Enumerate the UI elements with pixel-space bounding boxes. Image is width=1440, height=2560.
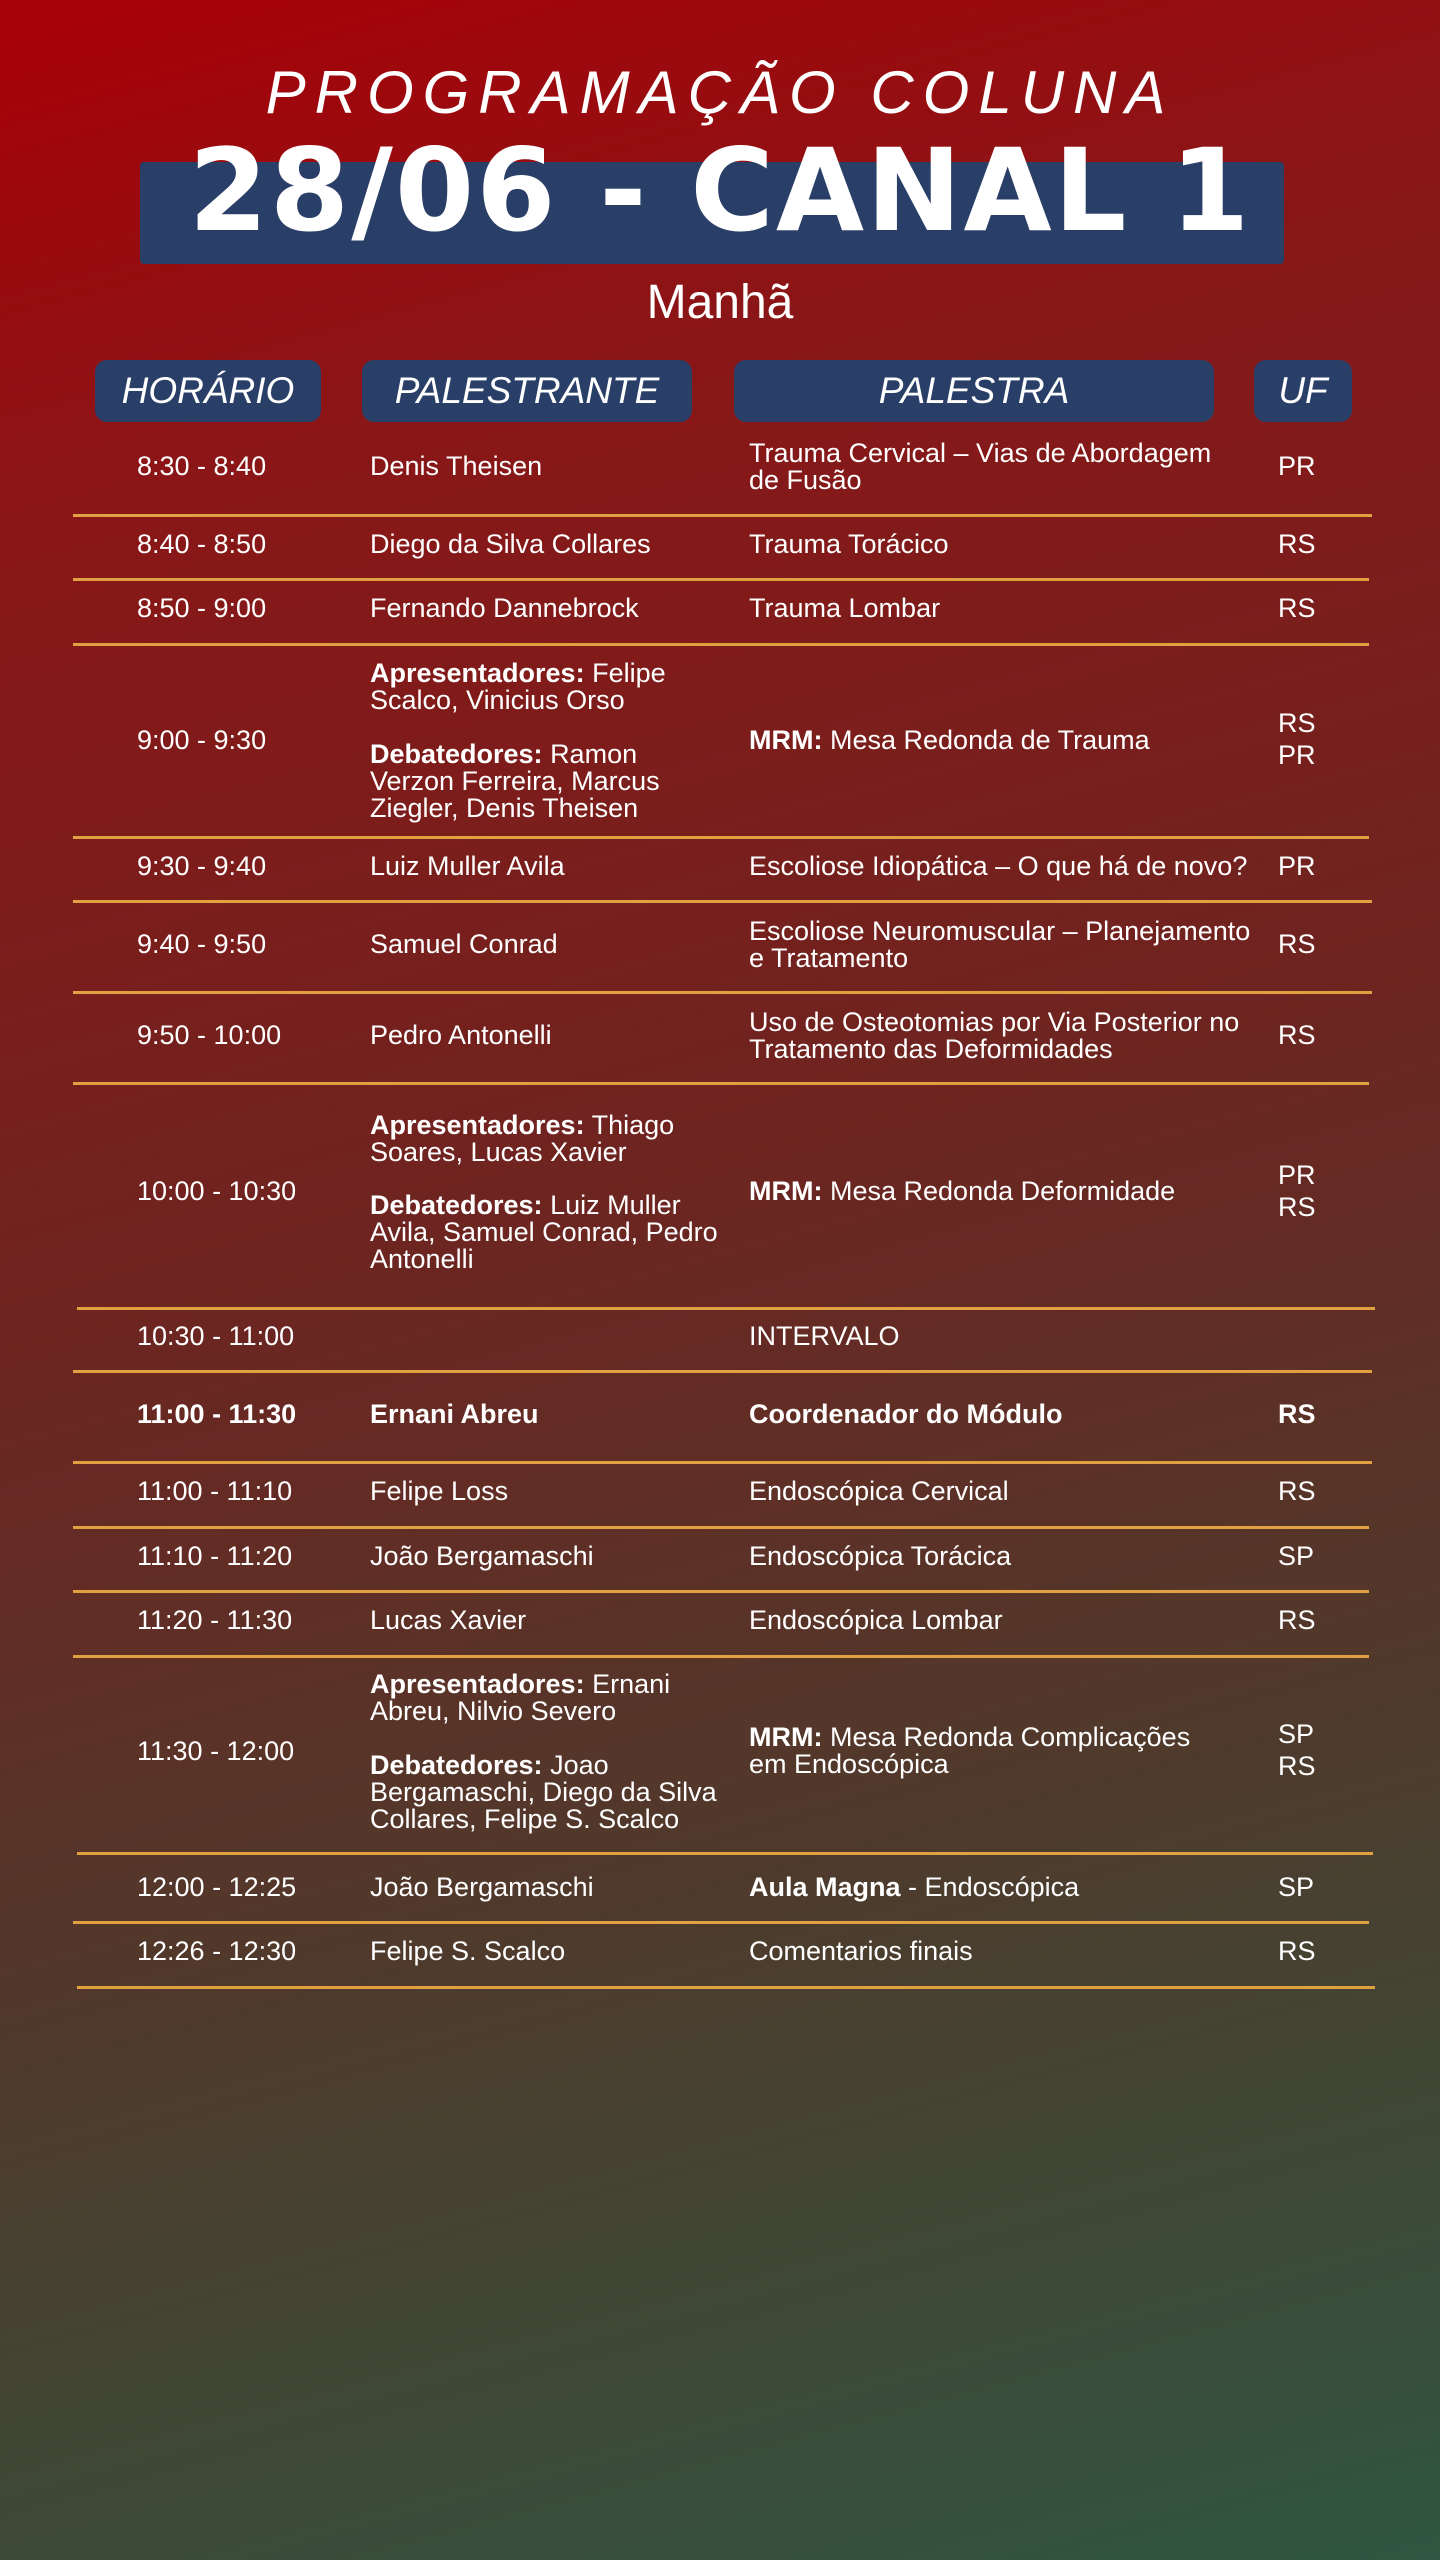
row-time: 12:26 - 12:30 xyxy=(137,1936,297,1966)
row-time: 10:30 - 11:00 xyxy=(137,1321,295,1351)
presenters-names-cont: Soares, Lucas Xavier xyxy=(370,1137,627,1167)
debaters-names-cont: Verzon Ferreira, Marcus xyxy=(370,766,660,796)
row-separator xyxy=(73,1655,1369,1658)
row-speaker: João Bergamaschi xyxy=(370,1541,594,1571)
row-talk-cont: e Tratamento xyxy=(749,943,909,973)
row-time: 9:40 - 9:50 xyxy=(137,929,267,959)
header-subtitle: PROGRAMAÇÃO COLUNA xyxy=(265,59,1175,126)
row-separator xyxy=(73,643,1369,646)
row-debaters xyxy=(370,1752,720,1779)
row-talk-cont: Tratamento das Deformidades xyxy=(749,1034,1113,1064)
row-talk xyxy=(749,1874,1269,1901)
row-time: 10:00 - 10:30 xyxy=(137,1176,297,1206)
row-talk: Escoliose Neuromuscular – Planejamento xyxy=(749,916,1251,946)
row-uf: RS xyxy=(1278,1399,1316,1429)
column-header-speaker: PALESTRANTE xyxy=(362,360,692,422)
row-uf: PR xyxy=(1278,451,1316,481)
talk-prefix: MRM: xyxy=(749,725,823,755)
row-time: 8:50 - 9:00 xyxy=(137,593,267,623)
row-uf: RS xyxy=(1278,1936,1316,1966)
debaters-names-cont: Bergamaschi, Diego da Silva xyxy=(370,1777,717,1807)
debaters-names-cont: Antonelli xyxy=(370,1244,474,1274)
talk-prefix: Aula Magna xyxy=(749,1872,901,1902)
row-separator xyxy=(77,1852,1373,1855)
presenters-names: Felipe xyxy=(592,658,666,688)
row-separator xyxy=(73,991,1372,994)
row-talk: Coordenador do Módulo xyxy=(749,1399,1063,1429)
talk-prefix: MRM: xyxy=(749,1722,823,1752)
row-talk: Trauma Lombar xyxy=(749,593,941,623)
row-talk: Endoscópica Torácica xyxy=(749,1541,1012,1571)
row-talk: INTERVALO xyxy=(749,1321,900,1351)
row-talk: Comentarios finais xyxy=(749,1936,973,1966)
talk-title: Mesa Redonda Complicações xyxy=(830,1722,1191,1752)
row-talk xyxy=(749,1724,1269,1751)
row-time: 11:00 - 11:10 xyxy=(137,1476,293,1506)
talk-title: Mesa Redonda de Trauma xyxy=(830,725,1150,755)
row-uf: RS xyxy=(1278,529,1316,559)
row-talk xyxy=(749,727,1269,754)
row-separator xyxy=(77,1307,1375,1310)
row-uf: PR xyxy=(1278,851,1316,881)
row-uf: RS xyxy=(1278,929,1316,959)
row-separator xyxy=(73,1082,1369,1085)
row-talk xyxy=(749,1178,1269,1205)
debaters-names-cont: Ziegler, Denis Theisen xyxy=(370,793,639,823)
row-speaker: Felipe Loss xyxy=(370,1476,509,1506)
row-time: 8:40 - 8:50 xyxy=(137,529,267,559)
row-debaters xyxy=(370,1192,720,1219)
row-talk-cont: de Fusão xyxy=(749,465,862,495)
row-time: 11:10 - 11:20 xyxy=(137,1541,293,1571)
row-speaker: Lucas Xavier xyxy=(370,1605,527,1635)
column-header-talk: PALESTRA xyxy=(734,360,1214,422)
row-uf: PR xyxy=(1278,740,1316,770)
row-uf: PR xyxy=(1278,1160,1316,1190)
row-separator xyxy=(73,836,1369,839)
row-talk: Escoliose Idiopática – O que há de novo? xyxy=(749,851,1248,881)
row-speaker: Ernani Abreu xyxy=(370,1399,539,1429)
presenters-names-cont: Scalco, Vinicius Orso xyxy=(370,685,625,715)
row-uf: SP xyxy=(1278,1719,1315,1749)
debaters-names: Luiz Muller xyxy=(550,1190,681,1220)
row-time: 11:20 - 11:30 xyxy=(137,1605,293,1635)
row-separator xyxy=(73,1590,1369,1593)
talk-title: Mesa Redonda Deformidade xyxy=(830,1176,1176,1206)
presenters-label: Apresentadores: xyxy=(370,658,585,688)
row-separator xyxy=(73,1370,1372,1373)
row-separator xyxy=(73,514,1372,517)
row-separator xyxy=(73,1526,1369,1529)
column-header-time: HORÁRIO xyxy=(95,360,321,422)
row-speaker: Fernando Dannebrock xyxy=(370,593,639,623)
talk-prefix: MRM: xyxy=(749,1176,823,1206)
row-speaker: João Bergamaschi xyxy=(370,1872,594,1902)
row-separator xyxy=(73,578,1369,581)
row-speaker: Pedro Antonelli xyxy=(370,1020,552,1050)
page-title: 28/06 - CANAL 1 xyxy=(188,124,1252,257)
row-debaters xyxy=(370,741,720,768)
row-time: 11:00 - 11:30 xyxy=(137,1399,297,1429)
row-presenters xyxy=(370,1112,720,1139)
row-talk-cont: em Endoscópica xyxy=(749,1749,949,1779)
column-header-uf: UF xyxy=(1254,360,1352,422)
row-time: 9:30 - 9:40 xyxy=(137,851,267,881)
debaters-names-cont: Avila, Samuel Conrad, Pedro xyxy=(370,1217,718,1247)
presenters-label: Apresentadores: xyxy=(370,1110,585,1140)
row-speaker: Felipe S. Scalco xyxy=(370,1936,566,1966)
row-speaker: Samuel Conrad xyxy=(370,929,558,959)
row-uf: RS xyxy=(1278,1476,1316,1506)
talk-title: - Endoscópica xyxy=(908,1872,1080,1902)
row-speaker: Denis Theisen xyxy=(370,451,543,481)
row-uf: RS xyxy=(1278,1605,1316,1635)
row-uf: RS xyxy=(1278,1192,1316,1222)
debaters-names: Ramon xyxy=(550,739,638,769)
row-uf: RS xyxy=(1278,593,1316,623)
debaters-label: Debatedores: xyxy=(370,1750,543,1780)
row-separator xyxy=(73,1461,1372,1464)
period-label: Manhã xyxy=(646,276,794,329)
row-speaker: Luiz Muller Avila xyxy=(370,851,565,881)
row-time: 11:30 - 12:00 xyxy=(137,1736,295,1766)
debaters-label: Debatedores: xyxy=(370,1190,543,1220)
row-talk: Endoscópica Cervical xyxy=(749,1476,1009,1506)
row-time: 9:50 - 10:00 xyxy=(137,1020,282,1050)
row-uf: RS xyxy=(1278,1751,1316,1781)
presenters-names-cont: Abreu, Nilvio Severo xyxy=(370,1696,617,1726)
presenters-label: Apresentadores: xyxy=(370,1669,585,1699)
row-talk: Trauma Torácico xyxy=(749,529,949,559)
row-time: 12:00 - 12:25 xyxy=(137,1872,297,1902)
row-presenters xyxy=(370,660,720,687)
row-separator xyxy=(73,900,1372,903)
presenters-names: Ernani xyxy=(592,1669,671,1699)
debaters-names: Joao xyxy=(550,1750,609,1780)
row-time: 8:30 - 8:40 xyxy=(137,451,267,481)
row-talk: Trauma Cervical – Vias de Abordagem xyxy=(749,438,1212,468)
row-talk: Endoscópica Lombar xyxy=(749,1605,1003,1635)
row-presenters xyxy=(370,1671,720,1698)
presenters-names: Thiago xyxy=(591,1110,675,1140)
row-uf: SP xyxy=(1278,1541,1315,1571)
debaters-label: Debatedores: xyxy=(370,739,543,769)
row-separator xyxy=(77,1986,1375,1989)
debaters-names-cont: Collares, Felipe S. Scalco xyxy=(370,1804,680,1834)
row-speaker: Diego da Silva Collares xyxy=(370,529,651,559)
row-uf: RS xyxy=(1278,708,1316,738)
row-talk: Uso de Osteotomias por Via Posterior no xyxy=(749,1007,1240,1037)
row-separator xyxy=(73,1921,1369,1924)
row-time: 9:00 - 9:30 xyxy=(137,725,267,755)
row-uf: RS xyxy=(1278,1020,1316,1050)
row-uf: SP xyxy=(1278,1872,1315,1902)
